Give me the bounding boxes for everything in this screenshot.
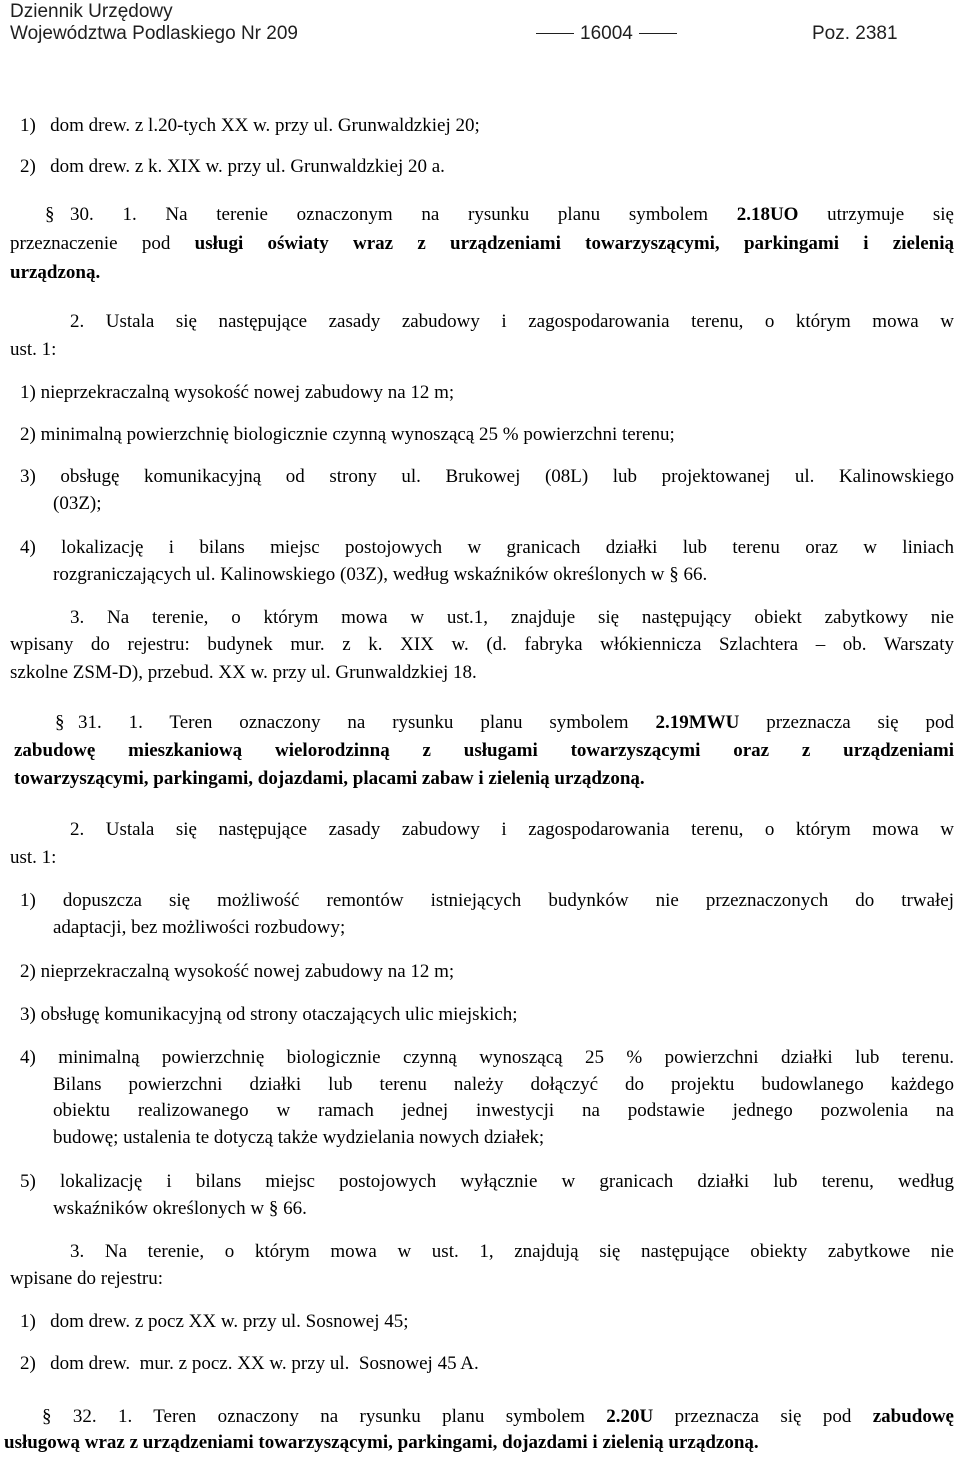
sec30-intro-line3: urządzoną. — [10, 262, 101, 283]
sec32-line2: usługową wraz z urządzeniami towarzyszącymi, parkingami, dojazdami i zielenią urządzoną. — [4, 1432, 759, 1453]
sec31-rules-line2: ust. 1: — [10, 847, 57, 868]
sec31-monument-line2: wpisane do rejestru: — [10, 1268, 164, 1289]
sec31-intro-line1: 31. 1. Teren oznaczony na rysunku planu symbolem 2.19MWU przeznacza się pod — [78, 712, 954, 733]
sec31-item-4-line2: Bilans powierzchni działki lub terenu należy dołączyć do projektu budowlanego każdego — [53, 1074, 954, 1095]
sec30-monument-line2: wpisany do rejestru: budynek mur. z k. XIX w. (d. fabryka włókiennicza Szlachtera – ob. Warszaty — [10, 634, 954, 655]
sec31-item-4-line3: obiektu realizowanego w ramach jednej inwestycji na podstawie jednego pozwolenia na — [53, 1100, 954, 1121]
sec31-item-4-line4: budowę; ustalenia te dotyczą także wydzielania nowych działek; — [53, 1127, 545, 1148]
sec31-item-5-line2: wskaźników określonych w § 66. — [53, 1198, 307, 1219]
paragraph-symbol: § — [45, 204, 55, 225]
sec30-item-3-line2: (03Z); — [53, 493, 102, 514]
sec30-item-3-line1: 3) obsługę komunikacyjną od strony ul. Brukowej (08L) lub projektowanej ul. Kalinowskiego — [20, 466, 954, 487]
page-number — [530, 23, 683, 45]
sec31-item-4-line1: 4) minimalną powierzchnię biologicznie czynną wynoszącą 25 % powierzchni działki lub terenu. — [20, 1047, 954, 1068]
sec30-rules-line2: ust. 1: — [10, 339, 57, 360]
sec30-intro-line1: 30. 1. Na terenie oznaczonym na rysunku planu symbolem 2.18UO utrzymuje się — [70, 204, 954, 225]
sec31-intro-line3: towarzyszącymi, parkingami, dojazdami, placami zabaw i zielenią urządzoną. — [14, 768, 645, 789]
sec30-item-4-line1: 4) lokalizację i bilans miejsc postojowych w granicach działki lub terenu oraz w liniach — [20, 537, 954, 558]
list-item: 1) dom drew. z pocz XX w. przy ul. Sosnowej 45; — [20, 1311, 409, 1332]
sec31-monument-line1: 3. Na terenie, o którym mowa w ust. 1, znajdują się następujące obiekty zabytkowe nie — [70, 1241, 954, 1262]
list-item: 2) dom drew. mur. z pocz. XX w. przy ul. Sosnowej 45 A. — [20, 1353, 479, 1374]
sec30-monument-line3: szkolne ZSM-D), przebud. XX w. przy ul. Grunwaldzkiej 18. — [10, 662, 477, 683]
dash-left — [536, 33, 574, 34]
sec31-item-2: 2) nieprzekraczalną wysokość nowej zabudowy na 12 m; — [20, 961, 455, 982]
sec30-monument-line1: 3. Na terenie, o którym mowa w ust.1, znajduje się następujący obiekt zabytkowy nie — [70, 607, 954, 628]
sec30-intro-line2: przeznaczenie pod usługi oświaty wraz z urządzeniami towarzyszącymi, parkingami i zielenią — [10, 233, 955, 254]
sec31-item-1-line1: 1) dopuszcza się możliwość remontów istniejących budynków nie przeznaczonych do trwałej — [20, 890, 954, 911]
sec31-item-1-line2: adaptacji, bez możliwości rozbudowy; — [53, 917, 346, 938]
list-item: 1) dom drew. z l.20-tych XX w. przy ul. Grunwaldzkiej 20; — [20, 115, 480, 136]
sec31-rules-line1: 2. Ustala się następujące zasady zabudowy i zagospodarowania terenu, o którym mowa w — [70, 819, 954, 840]
page-number-value: 16004 — [580, 23, 633, 44]
list-item: 2) dom drew. z k. XIX w. przy ul. Grunwaldzkiej 20 a. — [20, 156, 445, 177]
sec31-item-3: 3) obsługę komunikacyjną od strony otaczających ulic miejskich; — [20, 1004, 518, 1025]
sec31-item-5-line1: 5) lokalizację i bilans miejsc postojowych wyłącznie w granicach działki lub terenu, według — [20, 1171, 954, 1192]
journal-title: Dziennik Urzędowy — [10, 1, 173, 22]
sec30-item-1: 1) nieprzekraczalną wysokość nowej zabudowy na 12 m; — [20, 382, 455, 403]
sec30-item-4-line2: rozgraniczających ul. Kalinowskiego (03Z), według wskaźników określonych w § 66. — [53, 564, 708, 585]
issue-label: Województwa Podlaskiego Nr 209 — [10, 23, 298, 44]
sec30-rules-line1: 2. Ustala się następujące zasady zabudowy i zagospodarowania terenu, o którym mowa w — [70, 311, 954, 332]
sec32-line1: § 32. 1. Teren oznaczony na rysunku planu symbolem 2.20U przeznacza się pod zabudowę — [42, 1406, 954, 1427]
sec31-intro-line2: zabudowę mieszkaniową wielorodzinną z usługami towarzyszącymi oraz z urządzeniami — [14, 740, 954, 761]
sec30-item-2: 2) minimalną powierzchnię biologicznie czynną wynoszącą 25 % powierzchni terenu; — [20, 424, 675, 445]
dash-right — [639, 33, 677, 34]
paragraph-symbol: § — [55, 712, 65, 733]
position-number: Poz. 2381 — [812, 23, 898, 44]
